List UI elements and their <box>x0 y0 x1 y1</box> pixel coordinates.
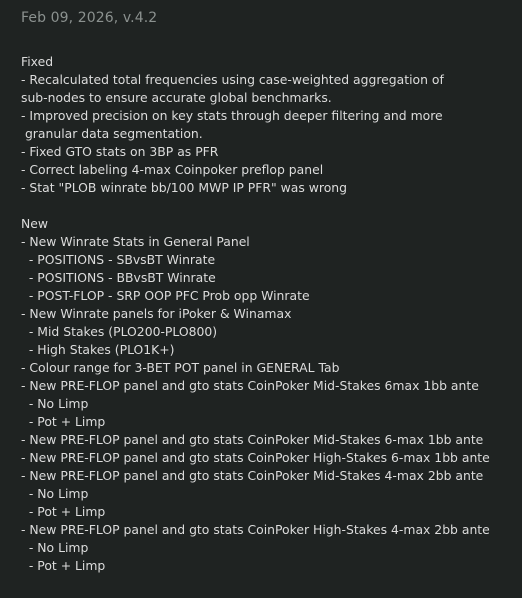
new-line: - New PRE-FLOP panel and gto stats CoinPoker Mid-Stakes 4-max 2bb ante <box>21 468 484 483</box>
new-line: - Colour range for 3-BET POT panel in GENERAL Tab <box>21 360 340 375</box>
fixed-line: granular data segmentation. <box>21 126 203 141</box>
new-line: - No Limp <box>21 486 89 501</box>
new-line: - POSITIONS - SBvsBT Winrate <box>21 252 216 267</box>
new-line: - New Winrate panels for iPoker & Winamax <box>21 306 292 321</box>
release-version-date: Feb 09, 2026, v.4.2 <box>21 10 158 26</box>
new-line: - New PRE-FLOP panel and gto stats CoinPoker High-Stakes 4-max 2bb ante <box>21 522 490 537</box>
new-line: - New PRE-FLOP panel and gto stats CoinPoker Mid-Stakes 6-max 1bb ante <box>21 432 484 447</box>
blank-line <box>21 197 522 215</box>
new-line: - New PRE-FLOP panel and gto stats CoinPoker Mid-Stakes 6max 1bb ante <box>21 378 479 393</box>
new-line: - Pot + Limp <box>21 504 106 519</box>
new-line: - High Stakes (PLO1K+) <box>21 342 175 357</box>
new-line: - No Limp <box>21 396 89 411</box>
fixed-line: - Fixed GTO stats on 3BP as PFR <box>21 144 219 159</box>
fixed-line: - Correct labeling 4-max Coinpoker preflop panel <box>21 162 324 177</box>
new-line: - Pot + Limp <box>21 558 106 573</box>
new-line: - POST-FLOP - SRP OOP PFC Prob opp Winrate <box>21 288 310 303</box>
new-line: - POSITIONS - BBvsBT Winrate <box>21 270 216 285</box>
section-spacer <box>21 28 522 53</box>
new-line: - Pot + Limp <box>21 414 106 429</box>
fixed-line: - Improved precision on key stats through deeper filtering and more <box>21 108 443 123</box>
new-heading: New <box>21 216 49 231</box>
new-line: - New Winrate Stats in General Panel <box>21 234 250 249</box>
new-line: - New PRE-FLOP panel and gto stats CoinPoker High-Stakes 6-max 1bb ante <box>21 450 490 465</box>
fixed-line: - Recalculated total frequencies using case-weighted aggregation of <box>21 72 444 87</box>
fixed-line: sub-nodes to ensure accurate global benchmarks. <box>21 90 332 105</box>
fixed-line: - Stat "PLOB winrate bb/100 MWP IP PFR" was wrong <box>21 180 348 195</box>
fixed-heading: Fixed <box>21 54 54 69</box>
new-line: - No Limp <box>21 540 89 555</box>
new-line: - Mid Stakes (PLO200-PLO800) <box>21 324 218 339</box>
